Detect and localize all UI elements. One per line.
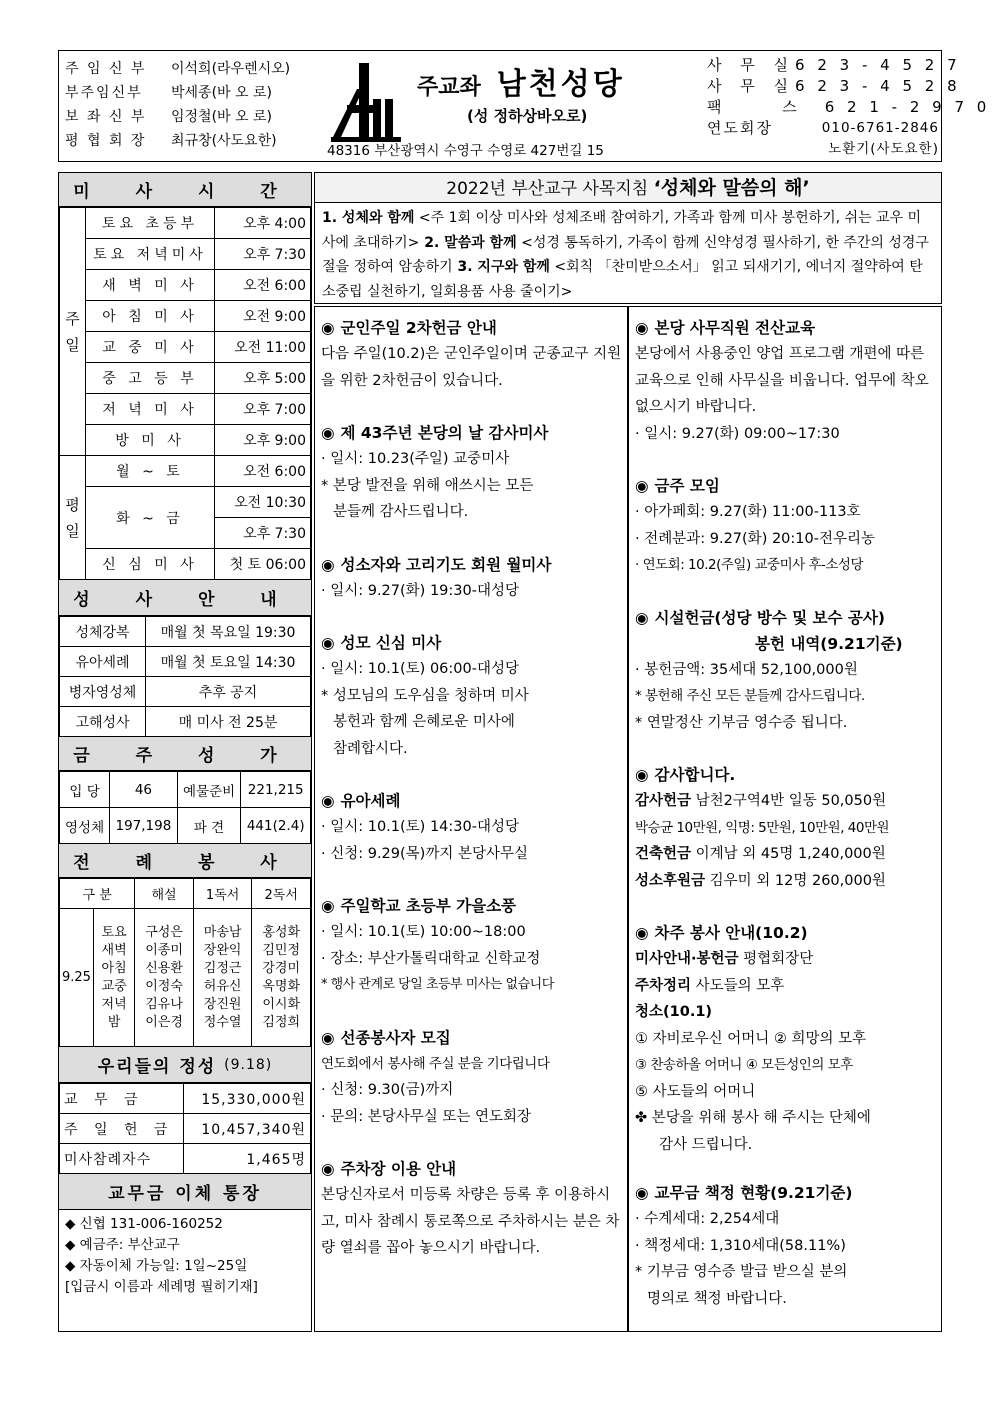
table-row: 신 심 미 사 첫 토 06:00	[60, 549, 311, 580]
notices-column-a: ◉ 군인주일 2차헌금 안내 다음 주일(10.2)은 군인주일이며 군종교구 지원을 위한 2차헌금이 있습니다. ◉ 제 43주년 본당의 날 감사미사 · 일시: 10.23(주일) 교중미사 * 본당 발전을 위해 애쓰시는 모든 분들께 감사드립니다. ◉ 성소자와 고리기도 회원 월미사 · 일시: 9.27(화) 19:30-대성당 ◉ 성모 신심 미사 · 일시: 10.1(토) 06:00-대성당 * 성모님의 도우심을 청하며 미사 봉헌과 함께 은혜로운 미사에 참례합시다. ◉ 유아세례 · 일시: 10.1(토) 14:30-대성당 · 신청: 9.29(목)까지 본당사무실 ◉ 주일학교 초등부 가을소풍 · 일시: 10.1(토) 10:00~18:00 · 장소: 부산가톨릭대학교 신학교정 * 행사 관계로 당일 초등부 미사는 없습니다 ◉ 선종봉사자 모집 연도회에서 봉사해 주실 분을 기다립니다 · 신청: 9.30(금)까지 · 문의: 본당사무실 또는 연도회장 ◉ 주차장 이용 안내 본당신자로서 미등록 차량은 등록 후 이용하시고, 미사 참례시 통로쪽으로 주차하시는 분은 차량 열쇠를 꼽아 놓으시기 바랍니다.	[314, 306, 628, 1332]
table-row: 아 침 미 사 오전 9:00	[60, 301, 311, 332]
table-row: 입 당 46 예물준비 221,215	[60, 772, 311, 808]
notice-title: ◉ 감사합니다.	[635, 766, 736, 784]
notice-title: ◉ 교무금 책정 현황(9.21기준)	[635, 1184, 853, 1202]
bank-title: 교무금 이체 통장	[59, 1174, 311, 1210]
bullet-icon: ◉	[635, 319, 649, 337]
parish-logo-icon	[327, 59, 407, 145]
notice-title: ◉ 선종봉사자 모집	[321, 1028, 451, 1047]
contact-row: 팩 스 6 2 1 - 2 9 7 0	[707, 98, 991, 116]
table-row: 방 미 사 오후 9:00	[60, 425, 311, 456]
hymns-table	[59, 771, 311, 844]
notice-title: ◉ 제 43주년 본당의 날 감사미사	[321, 424, 549, 442]
bulletin-header	[58, 50, 991, 162]
table-row: 평일 월 ~ 토 오전 6:00	[60, 456, 311, 487]
sacraments-table	[59, 616, 311, 737]
pastoral-guideline	[314, 172, 942, 304]
bullet-icon: ◉	[321, 792, 335, 810]
hymns-title: 금 주 성 가	[59, 737, 311, 771]
bullet-icon: ◉	[635, 608, 649, 627]
bullet-icon: ◉	[635, 1184, 649, 1202]
table-row: 교 중 미 사 오전 11:00	[60, 332, 311, 363]
notice-title: ◉ 유아세례	[321, 792, 401, 810]
table-row: 주일 토요 초등부 오후 4:00	[60, 208, 311, 239]
notices-column-b: ◉ 본당 사무직원 전산교육 본당에서 사용중인 양업 프로그램 개편에 따른 교육으로 인해 사무실을 비웁니다. 업무에 착오 없으시기 바랍니다. · 일시: 9.27(화) 09:00~17:30 ◉ 금주 모임 · 아가페회: 9.27(화) 11:00-113호 · 전례분과: 9.27(화) 20:10-전우리농 · 연도회: 10.2(주일) 교중미사 후-소성당 ◉ 시설헌금(성당 방수 및 보수 공사) 봉헌 내역(9.21기준) · 봉헌금액: 35세대 52,100,000원 * 봉헌해 주신 모든 분들께 감사드립니다. * 연말정산 기부금 영수증 됩니다. ◉ 감사합니다. 감사헌금 남천2구역4반 일동 50,050원 박승균 10만원, 익명: 5만원, 10만원, 40만원 건축헌금 이계남 외 45명 1,240,000원 성소후원금 김우미 외 12명 260,000원 ◉ 차주 봉사 안내(10.2) 미사안내·봉헌금 평협회장단 주차정리 사도들의 모후 청소(10.1) ① 자비로우신 어머니 ② 희망의 모후 ③ 찬송하올 어머니 ④ 모든성인의 모후 ⑤ 사도들의 어머니 ✤ 본당을 위해 봉사 해 주시는 단체에 감사 드립니다. ◉ 교무금 책정 현황(9.21기준) · 수계세대: 2,254세대 · 책정세대: 1,310세대(58.11%) * 기부금 영수증 발급 받으실 분의 명의로 책정 바랍니다.	[628, 306, 942, 1332]
contact-list	[707, 55, 991, 160]
bullet-icon: ◉	[321, 1028, 335, 1047]
clergy-row: 평 협 회 장 최규창(사도요한)	[65, 133, 277, 149]
table-row: 저 녁 미 사 오후 7:00	[60, 394, 311, 425]
bullet-icon: ◉	[321, 424, 335, 442]
clergy-row: 보 좌 신 부 임정철(바 오 로)	[65, 109, 272, 125]
notice-title: ◉ 본당 사무직원 전산교육	[635, 319, 816, 337]
mass-times-title: 미 사 시 간	[59, 173, 311, 207]
table-row: 영성체 197,198 파 견 441(2.4)	[60, 808, 311, 844]
bullet-icon: ◉	[321, 555, 335, 574]
clergy-list	[65, 57, 315, 153]
table-row: 미사참례자수 1,465명	[60, 1144, 311, 1174]
table-row: 9.25 토요 새벽 아침 교중 저녁 밤 구성은 이종미 신용환 이정숙 김유나 이은경 마송남 장완익 김정근 허유신 장진원 정수열 홍성화 김민정 강경미 옥명화 이시화 김정희	[60, 909, 311, 1047]
notice-title: ◉ 차주 봉사 안내(10.2)	[635, 924, 808, 942]
table-row: 병자영성체 추후 공지	[60, 677, 311, 707]
notice-title: ◉ 주차장 이용 안내	[321, 1160, 457, 1178]
contact-row: 연도회장 010-6761-2846	[707, 119, 939, 137]
table-row: 중 고 등 부 오후 5:00	[60, 363, 311, 394]
table-row: 토요 저녁미사 오후 7:30	[60, 239, 311, 270]
bank-info: ◆ 신협 131-006-160252 ◆ 예금주: 부산교구 ◆ 자동이체 가능일: 1일~25일 [입금시 이름과 세례명 필히기재]	[65, 1216, 258, 1295]
sunday-label: 주일	[60, 208, 86, 456]
guideline-title: 2022년 부산교구 사목지침 ‘성체와 말씀의 해’	[315, 173, 941, 203]
contact-row: 사 무 실 6 2 3 - 4 5 2 7	[707, 56, 961, 74]
left-column	[58, 172, 312, 1332]
liturgy-service-title: 전 례 봉 사	[59, 844, 311, 878]
notice-title: ◉ 성소자와 고리기도 회원 월미사	[321, 555, 552, 574]
parish-title: 주교좌 남천성당	[417, 67, 625, 102]
bullet-icon: ◉	[635, 477, 649, 495]
table-row: 성체강복 매월 첫 목요일 19:30	[60, 617, 311, 647]
table-row: 주 일 헌 금 10,457,340원	[60, 1114, 311, 1144]
notice-title: ◉ 성모 신심 미사	[321, 634, 442, 652]
bullet-icon: ◉	[635, 766, 649, 784]
table-row: 오후 7:30	[60, 518, 311, 549]
contact-row: 사 무 실 6 2 3 - 4 5 2 8	[707, 77, 961, 95]
bullet-icon: ◉	[635, 924, 649, 942]
offering-table	[59, 1083, 311, 1174]
guideline-body: 1. 성체와 함께 <주 1회 이상 미사와 성체조배 참여하기, 가족과 함께 미사 봉헌하기, 쉬는 교우 미사에 초대하기> 2. 말씀과 함께 <성경 통독하기, 가족이 함께 신약성경 필사하기, 한 주간의 성경구절을 정하여 암송하기 3. 지구와 함께 <회칙 「찬미받으소서」 읽고 되새기기, 에너지 절약하여 탄소중립 실천하기, 일회용품 사용 줄이기>	[322, 210, 929, 300]
table-row: 구 분 해설 1독서 2독서	[60, 879, 311, 909]
parish-subtitle: (성 정하상바오로)	[467, 107, 588, 125]
table-row: 고해성사 매 미사 전 25분	[60, 707, 311, 737]
sacraments-title: 성 사 안 내	[59, 580, 311, 616]
parish-address: 48316 부산광역시 수영구 수영로 427번길 15	[327, 143, 604, 159]
liturgy-service-table	[59, 878, 311, 1047]
clergy-row: 부주임신부 박세종(바 오 로)	[65, 85, 272, 101]
table-row: 교 무 금 15,330,000원	[60, 1084, 311, 1114]
notice-title: ◉ 주일학교 초등부 가을소풍	[321, 897, 517, 915]
table-row: 화 ~ 금 오전 10:30	[60, 487, 311, 518]
bullet-icon: ◉	[321, 1160, 335, 1178]
bullet-icon: ◉	[321, 634, 335, 652]
contact-row: 노환기(사도요한)	[828, 141, 939, 157]
notice-title: ◉ 시설헌금(성당 방수 및 보수 공사)	[635, 608, 885, 627]
notice-title: ◉ 금주 모임	[635, 477, 720, 495]
notice-title: ◉ 군인주일 2차헌금 안내	[321, 319, 497, 337]
weekday-label: 평일	[60, 456, 86, 580]
offering-title: 우리들의 정성 (9.18)	[59, 1047, 311, 1083]
table-row: 유아세례 매월 첫 토요일 14:30	[60, 647, 311, 677]
mass-times-table	[59, 207, 311, 580]
bullet-icon: ◉	[321, 897, 335, 915]
table-row: 새 벽 미 사 오전 6:00	[60, 270, 311, 301]
clergy-row: 주 임 신 부 이석희(라우렌시오)	[65, 61, 291, 77]
bullet-icon: ◉	[321, 319, 335, 337]
